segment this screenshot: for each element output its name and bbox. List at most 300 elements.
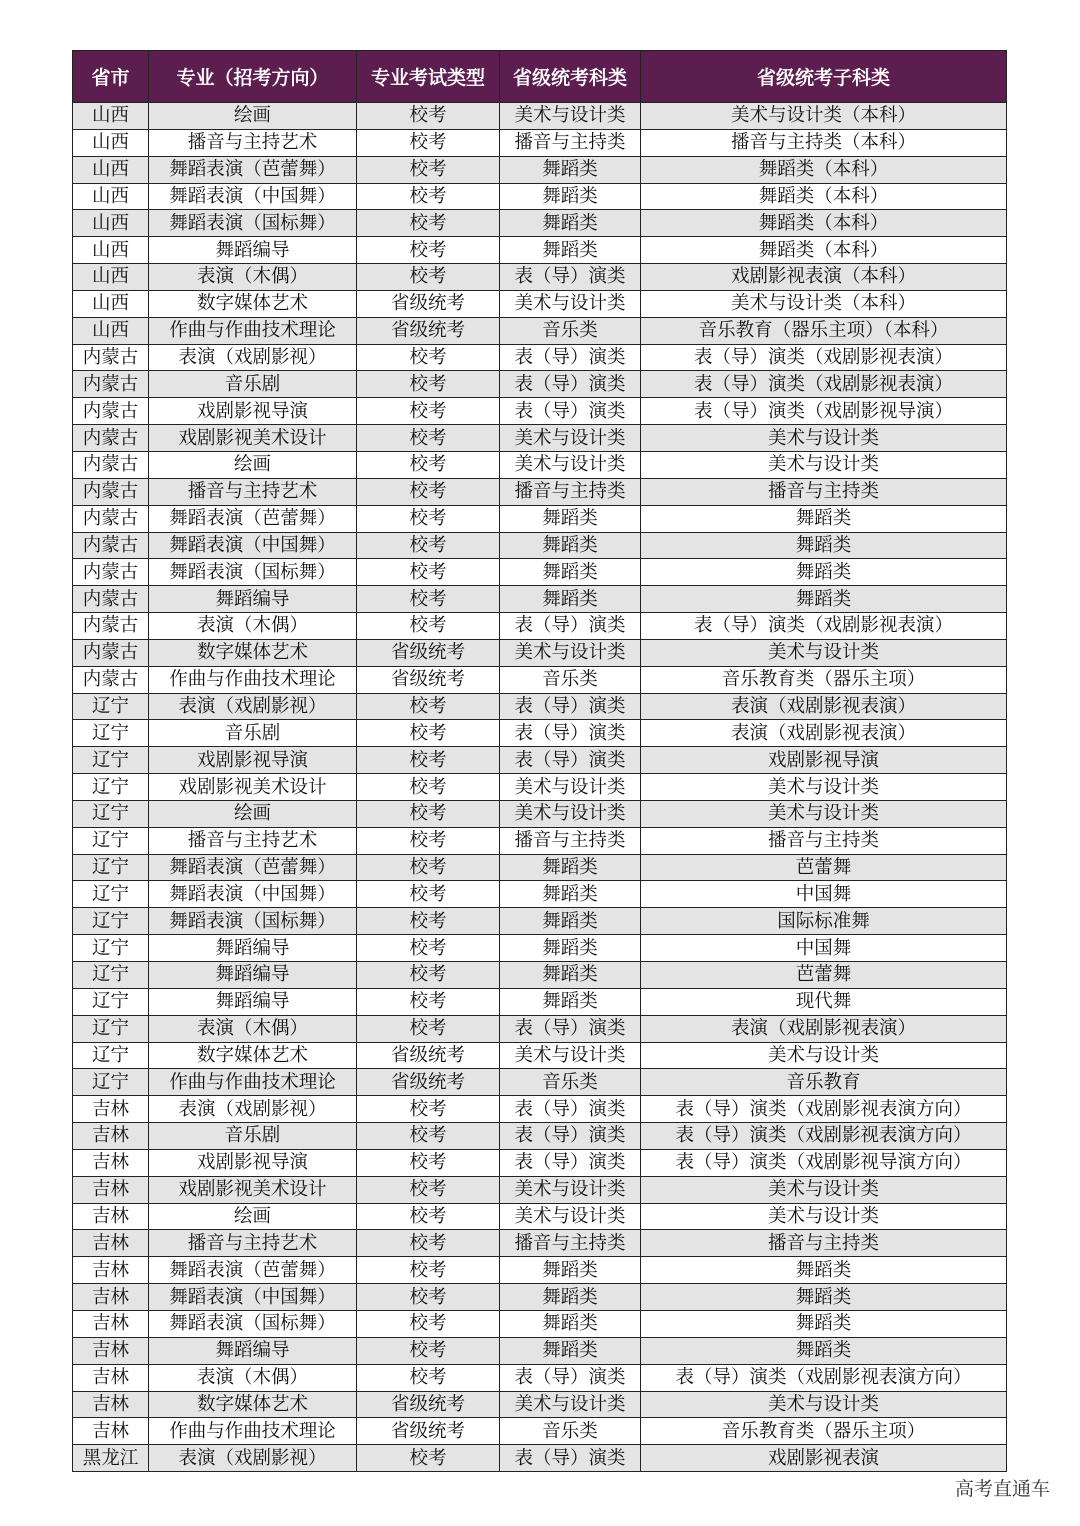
cell-provincial-subcategory: 音乐教育（器乐主项）（本科） [641, 317, 1007, 344]
cell-provincial-category: 舞蹈类 [500, 935, 641, 962]
cell-exam-type: 校考 [357, 1015, 500, 1042]
cell-province: 辽宁 [73, 908, 149, 935]
cell-exam-type: 省级统考 [357, 290, 500, 317]
cell-provincial-category: 舞蹈类 [500, 988, 641, 1015]
table-row [73, 505, 1007, 532]
cell-exam-type: 校考 [357, 344, 500, 371]
cell-exam-type: 校考 [357, 1176, 500, 1203]
cell-provincial-category: 表（导）演类 [500, 693, 641, 720]
cell-provincial-category: 表（导）演类 [500, 344, 641, 371]
table-row [73, 425, 1007, 452]
cell-exam-type: 校考 [357, 183, 500, 210]
cell-exam-type: 校考 [357, 774, 500, 801]
cell-provincial-subcategory: 戏剧影视表演（本科） [641, 264, 1007, 291]
cell-province: 辽宁 [73, 988, 149, 1015]
table-row [73, 613, 1007, 640]
table-row [73, 1176, 1007, 1203]
table-row [73, 908, 1007, 935]
cell-exam-type: 校考 [357, 1445, 500, 1472]
cell-exam-type: 校考 [357, 210, 500, 237]
table-row [73, 747, 1007, 774]
cell-province: 辽宁 [73, 720, 149, 747]
table-row [73, 1203, 1007, 1230]
cell-provincial-category: 美术与设计类 [500, 774, 641, 801]
cell-province: 山西 [73, 129, 149, 156]
cell-exam-type: 校考 [357, 1203, 500, 1230]
cell-province: 内蒙古 [73, 344, 149, 371]
cell-provincial-subcategory: 表演（戏剧影视表演） [641, 1015, 1007, 1042]
table-row [73, 1337, 1007, 1364]
table-row [73, 371, 1007, 398]
cell-province: 辽宁 [73, 962, 149, 989]
cell-exam-type: 省级统考 [357, 1042, 500, 1069]
cell-major: 播音与主持艺术 [149, 827, 357, 854]
cell-province: 辽宁 [73, 747, 149, 774]
cell-provincial-subcategory: 表（导）演类（戏剧影视导演） [641, 398, 1007, 425]
cell-provincial-subcategory: 美术与设计类 [641, 451, 1007, 478]
cell-province: 内蒙古 [73, 425, 149, 452]
table-row [73, 398, 1007, 425]
cell-exam-type: 校考 [357, 962, 500, 989]
cell-province: 辽宁 [73, 1069, 149, 1096]
cell-province: 辽宁 [73, 693, 149, 720]
cell-provincial-subcategory: 芭蕾舞 [641, 854, 1007, 881]
table-row [73, 1096, 1007, 1123]
cell-major: 作曲与作曲技术理论 [149, 1418, 357, 1445]
table-row [73, 774, 1007, 801]
cell-exam-type: 校考 [357, 1364, 500, 1391]
cell-provincial-subcategory: 中国舞 [641, 881, 1007, 908]
cell-provincial-category: 舞蹈类 [500, 532, 641, 559]
cell-exam-type: 校考 [357, 693, 500, 720]
cell-provincial-category: 舞蹈类 [500, 1337, 641, 1364]
cell-province: 吉林 [73, 1149, 149, 1176]
cell-provincial-subcategory: 美术与设计类 [641, 425, 1007, 452]
table-row [73, 1391, 1007, 1418]
cell-exam-type: 校考 [357, 398, 500, 425]
cell-province: 吉林 [73, 1337, 149, 1364]
cell-province: 辽宁 [73, 827, 149, 854]
cell-provincial-subcategory: 舞蹈类（本科） [641, 156, 1007, 183]
cell-province: 山西 [73, 290, 149, 317]
cell-province: 辽宁 [73, 1015, 149, 1042]
cell-provincial-category: 表（导）演类 [500, 1364, 641, 1391]
cell-exam-type: 校考 [357, 371, 500, 398]
cell-provincial-subcategory: 音乐教育类（器乐主项） [641, 1418, 1007, 1445]
cell-exam-type: 校考 [357, 451, 500, 478]
cell-provincial-category: 美术与设计类 [500, 639, 641, 666]
cell-province: 内蒙古 [73, 639, 149, 666]
cell-exam-type: 省级统考 [357, 1391, 500, 1418]
admissions-table [72, 50, 1007, 1472]
table-row [73, 1042, 1007, 1069]
cell-provincial-category: 表（导）演类 [500, 613, 641, 640]
cell-provincial-subcategory: 舞蹈类（本科） [641, 183, 1007, 210]
cell-exam-type: 校考 [357, 1123, 500, 1150]
cell-province: 内蒙古 [73, 505, 149, 532]
cell-provincial-category: 美术与设计类 [500, 800, 641, 827]
table-row [73, 935, 1007, 962]
cell-exam-type: 校考 [357, 1149, 500, 1176]
cell-provincial-category: 美术与设计类 [500, 425, 641, 452]
table-row [73, 1445, 1007, 1472]
cell-provincial-subcategory: 舞蹈类 [641, 559, 1007, 586]
cell-provincial-subcategory: 表（导）演类（戏剧影视表演） [641, 371, 1007, 398]
table-row [73, 344, 1007, 371]
table-row [73, 451, 1007, 478]
cell-province: 吉林 [73, 1123, 149, 1150]
cell-province: 山西 [73, 156, 149, 183]
cell-province: 山西 [73, 317, 149, 344]
table-row [73, 290, 1007, 317]
table-row [73, 1123, 1007, 1150]
cell-major: 绘画 [149, 800, 357, 827]
cell-provincial-category: 美术与设计类 [500, 451, 641, 478]
cell-provincial-category: 美术与设计类 [500, 103, 641, 130]
table-row [73, 210, 1007, 237]
table-row [73, 1364, 1007, 1391]
cell-province: 山西 [73, 210, 149, 237]
cell-major: 舞蹈表演（国标舞） [149, 908, 357, 935]
cell-province: 内蒙古 [73, 586, 149, 613]
cell-province: 辽宁 [73, 881, 149, 908]
cell-exam-type: 校考 [357, 720, 500, 747]
cell-provincial-category: 音乐类 [500, 317, 641, 344]
cell-provincial-category: 美术与设计类 [500, 290, 641, 317]
cell-provincial-category: 播音与主持类 [500, 129, 641, 156]
table-row [73, 129, 1007, 156]
cell-provincial-category: 舞蹈类 [500, 183, 641, 210]
cell-exam-type: 校考 [357, 478, 500, 505]
cell-provincial-category: 音乐类 [500, 1069, 641, 1096]
table-row [73, 666, 1007, 693]
cell-major: 数字媒体艺术 [149, 639, 357, 666]
cell-provincial-subcategory: 现代舞 [641, 988, 1007, 1015]
cell-provincial-subcategory: 表（导）演类（戏剧影视表演方向） [641, 1096, 1007, 1123]
cell-major: 绘画 [149, 451, 357, 478]
cell-provincial-category: 美术与设计类 [500, 1042, 641, 1069]
cell-major: 表演（戏剧影视） [149, 1445, 357, 1472]
cell-major: 舞蹈表演（国标舞） [149, 1310, 357, 1337]
cell-province: 辽宁 [73, 1042, 149, 1069]
cell-province: 内蒙古 [73, 371, 149, 398]
cell-province: 内蒙古 [73, 666, 149, 693]
cell-provincial-category: 舞蹈类 [500, 210, 641, 237]
cell-major: 舞蹈表演（国标舞） [149, 210, 357, 237]
table-row [73, 1149, 1007, 1176]
cell-province: 吉林 [73, 1364, 149, 1391]
cell-exam-type: 校考 [357, 881, 500, 908]
cell-exam-type: 校考 [357, 1257, 500, 1284]
cell-provincial-subcategory: 播音与主持类（本科） [641, 129, 1007, 156]
cell-provincial-category: 表（导）演类 [500, 1123, 641, 1150]
cell-provincial-category: 舞蹈类 [500, 1310, 641, 1337]
cell-exam-type: 校考 [357, 532, 500, 559]
cell-provincial-subcategory: 芭蕾舞 [641, 962, 1007, 989]
cell-major: 数字媒体艺术 [149, 290, 357, 317]
cell-exam-type: 校考 [357, 103, 500, 130]
cell-province: 吉林 [73, 1230, 149, 1257]
cell-major: 舞蹈表演（芭蕾舞） [149, 854, 357, 881]
table-row [73, 720, 1007, 747]
cell-provincial-category: 舞蹈类 [500, 505, 641, 532]
cell-major: 表演（木偶） [149, 1015, 357, 1042]
cell-exam-type: 省级统考 [357, 1418, 500, 1445]
cell-province: 山西 [73, 103, 149, 130]
table-row [73, 881, 1007, 908]
cell-exam-type: 校考 [357, 827, 500, 854]
table-row [73, 827, 1007, 854]
cell-major: 播音与主持艺术 [149, 478, 357, 505]
cell-provincial-subcategory: 美术与设计类 [641, 1203, 1007, 1230]
table-row [73, 962, 1007, 989]
cell-provincial-subcategory: 戏剧影视导演 [641, 747, 1007, 774]
cell-province: 吉林 [73, 1391, 149, 1418]
cell-province: 吉林 [73, 1176, 149, 1203]
cell-provincial-category: 播音与主持类 [500, 478, 641, 505]
cell-provincial-subcategory: 舞蹈类 [641, 505, 1007, 532]
cell-major: 戏剧影视导演 [149, 1149, 357, 1176]
cell-provincial-subcategory: 舞蹈类（本科） [641, 210, 1007, 237]
cell-provincial-category: 音乐类 [500, 1418, 641, 1445]
cell-exam-type: 校考 [357, 264, 500, 291]
cell-provincial-subcategory: 表演（戏剧影视表演） [641, 693, 1007, 720]
cell-major: 戏剧影视导演 [149, 747, 357, 774]
cell-provincial-subcategory: 舞蹈类 [641, 532, 1007, 559]
table-row [73, 156, 1007, 183]
table-row [73, 988, 1007, 1015]
cell-provincial-category: 美术与设计类 [500, 1391, 641, 1418]
cell-major: 播音与主持艺术 [149, 129, 357, 156]
cell-provincial-subcategory: 舞蹈类 [641, 1284, 1007, 1311]
cell-major: 音乐剧 [149, 720, 357, 747]
header-provincial-category: 省级统考科类 [500, 51, 641, 103]
cell-major: 舞蹈表演（中国舞） [149, 1284, 357, 1311]
cell-major: 表演（木偶） [149, 264, 357, 291]
table-row [73, 586, 1007, 613]
cell-exam-type: 省级统考 [357, 1069, 500, 1096]
cell-major: 播音与主持艺术 [149, 1230, 357, 1257]
cell-provincial-subcategory: 表（导）演类（戏剧影视表演） [641, 613, 1007, 640]
cell-provincial-subcategory: 音乐教育 [641, 1069, 1007, 1096]
cell-major: 作曲与作曲技术理论 [149, 317, 357, 344]
cell-exam-type: 校考 [357, 1096, 500, 1123]
cell-exam-type: 校考 [357, 800, 500, 827]
cell-province: 山西 [73, 183, 149, 210]
cell-major: 绘画 [149, 1203, 357, 1230]
cell-exam-type: 校考 [357, 425, 500, 452]
cell-province: 辽宁 [73, 935, 149, 962]
cell-provincial-category: 表（导）演类 [500, 720, 641, 747]
cell-major: 表演（戏剧影视） [149, 1096, 357, 1123]
cell-exam-type: 校考 [357, 129, 500, 156]
table-row [73, 237, 1007, 264]
cell-province: 吉林 [73, 1203, 149, 1230]
cell-exam-type: 校考 [357, 988, 500, 1015]
cell-province: 内蒙古 [73, 559, 149, 586]
cell-provincial-category: 美术与设计类 [500, 1176, 641, 1203]
cell-provincial-category: 美术与设计类 [500, 1203, 641, 1230]
cell-provincial-subcategory: 表演（戏剧影视表演） [641, 720, 1007, 747]
cell-provincial-category: 音乐类 [500, 666, 641, 693]
cell-provincial-category: 舞蹈类 [500, 156, 641, 183]
cell-provincial-subcategory: 舞蹈类 [641, 1257, 1007, 1284]
cell-province: 辽宁 [73, 800, 149, 827]
table-row [73, 264, 1007, 291]
cell-province: 内蒙古 [73, 451, 149, 478]
cell-major: 戏剧影视美术设计 [149, 425, 357, 452]
cell-exam-type: 校考 [357, 747, 500, 774]
cell-major: 作曲与作曲技术理论 [149, 666, 357, 693]
cell-major: 舞蹈表演（芭蕾舞） [149, 1257, 357, 1284]
header-exam-type: 专业考试类型 [357, 51, 500, 103]
table-row [73, 478, 1007, 505]
cell-provincial-category: 舞蹈类 [500, 962, 641, 989]
table-row [73, 1069, 1007, 1096]
cell-major: 数字媒体艺术 [149, 1391, 357, 1418]
cell-provincial-subcategory: 表（导）演类（戏剧影视表演方向） [641, 1123, 1007, 1150]
cell-exam-type: 校考 [357, 613, 500, 640]
cell-exam-type: 校考 [357, 1310, 500, 1337]
cell-provincial-subcategory: 播音与主持类 [641, 827, 1007, 854]
cell-exam-type: 校考 [357, 1230, 500, 1257]
cell-major: 舞蹈表演（中国舞） [149, 183, 357, 210]
cell-major: 舞蹈编导 [149, 935, 357, 962]
cell-exam-type: 校考 [357, 505, 500, 532]
cell-exam-type: 校考 [357, 237, 500, 264]
table-row [73, 1284, 1007, 1311]
cell-provincial-category: 播音与主持类 [500, 827, 641, 854]
cell-provincial-subcategory: 美术与设计类（本科） [641, 103, 1007, 130]
cell-province: 吉林 [73, 1257, 149, 1284]
table-row [73, 1418, 1007, 1445]
table-row [73, 559, 1007, 586]
cell-province: 内蒙古 [73, 398, 149, 425]
cell-province: 吉林 [73, 1418, 149, 1445]
cell-province: 吉林 [73, 1284, 149, 1311]
cell-major: 绘画 [149, 103, 357, 130]
cell-provincial-category: 舞蹈类 [500, 881, 641, 908]
cell-major: 戏剧影视导演 [149, 398, 357, 425]
cell-exam-type: 校考 [357, 156, 500, 183]
cell-exam-type: 省级统考 [357, 639, 500, 666]
cell-provincial-subcategory: 表（导）演类（戏剧影视表演） [641, 344, 1007, 371]
table-row [73, 1257, 1007, 1284]
cell-provincial-category: 舞蹈类 [500, 237, 641, 264]
cell-provincial-subcategory: 美术与设计类 [641, 1391, 1007, 1418]
cell-major: 舞蹈编导 [149, 988, 357, 1015]
cell-exam-type: 省级统考 [357, 666, 500, 693]
cell-provincial-category: 表（导）演类 [500, 1096, 641, 1123]
cell-provincial-subcategory: 舞蹈类（本科） [641, 237, 1007, 264]
table-row [73, 639, 1007, 666]
cell-province: 内蒙古 [73, 613, 149, 640]
table-row [73, 1230, 1007, 1257]
cell-provincial-subcategory: 播音与主持类 [641, 1230, 1007, 1257]
cell-provincial-category: 舞蹈类 [500, 854, 641, 881]
cell-provincial-subcategory: 美术与设计类 [641, 1176, 1007, 1203]
cell-major: 戏剧影视美术设计 [149, 1176, 357, 1203]
cell-provincial-subcategory: 美术与设计类 [641, 774, 1007, 801]
cell-exam-type: 校考 [357, 586, 500, 613]
table-header-row [73, 51, 1007, 103]
cell-major: 音乐剧 [149, 371, 357, 398]
cell-major: 舞蹈表演（中国舞） [149, 532, 357, 559]
cell-major: 舞蹈表演（芭蕾舞） [149, 156, 357, 183]
table-row [73, 1015, 1007, 1042]
table-row [73, 1310, 1007, 1337]
cell-major: 舞蹈编导 [149, 1337, 357, 1364]
cell-provincial-category: 舞蹈类 [500, 1257, 641, 1284]
cell-provincial-category: 表（导）演类 [500, 398, 641, 425]
cell-major: 舞蹈编导 [149, 237, 357, 264]
cell-provincial-category: 舞蹈类 [500, 1284, 641, 1311]
header-provincial-subcategory: 省级统考子科类 [641, 51, 1007, 103]
cell-province: 山西 [73, 237, 149, 264]
cell-provincial-category: 表（导）演类 [500, 747, 641, 774]
cell-major: 表演（戏剧影视） [149, 344, 357, 371]
cell-provincial-category: 播音与主持类 [500, 1230, 641, 1257]
cell-province: 内蒙古 [73, 532, 149, 559]
table-row [73, 317, 1007, 344]
cell-provincial-category: 舞蹈类 [500, 559, 641, 586]
cell-provincial-category: 表（导）演类 [500, 264, 641, 291]
cell-major: 表演（戏剧影视） [149, 693, 357, 720]
cell-provincial-subcategory: 美术与设计类 [641, 800, 1007, 827]
table-row [73, 103, 1007, 130]
cell-provincial-subcategory: 戏剧影视表演 [641, 1445, 1007, 1472]
cell-provincial-subcategory: 舞蹈类 [641, 1337, 1007, 1364]
cell-major: 作曲与作曲技术理论 [149, 1069, 357, 1096]
cell-major: 戏剧影视美术设计 [149, 774, 357, 801]
cell-major: 舞蹈表演（中国舞） [149, 881, 357, 908]
cell-provincial-subcategory: 表（导）演类（戏剧影视表演方向） [641, 1364, 1007, 1391]
cell-provincial-category: 舞蹈类 [500, 586, 641, 613]
cell-provincial-subcategory: 美术与设计类 [641, 639, 1007, 666]
header-major: 专业（招考方向） [149, 51, 357, 103]
table-row [73, 183, 1007, 210]
cell-provincial-subcategory: 表（导）演类（戏剧影视导演方向） [641, 1149, 1007, 1176]
cell-major: 舞蹈表演（国标舞） [149, 559, 357, 586]
table-row [73, 800, 1007, 827]
watermark: 高考直通车 [954, 1478, 1050, 1500]
header-province: 省市 [73, 51, 149, 103]
cell-major: 舞蹈编导 [149, 586, 357, 613]
cell-province: 辽宁 [73, 854, 149, 881]
cell-provincial-subcategory: 音乐教育类（器乐主项） [641, 666, 1007, 693]
cell-provincial-category: 表（导）演类 [500, 1149, 641, 1176]
cell-major: 舞蹈编导 [149, 962, 357, 989]
cell-provincial-subcategory: 国际标准舞 [641, 908, 1007, 935]
cell-major: 表演（木偶） [149, 1364, 357, 1391]
cell-exam-type: 省级统考 [357, 317, 500, 344]
cell-exam-type: 校考 [357, 935, 500, 962]
cell-province: 辽宁 [73, 774, 149, 801]
cell-provincial-subcategory: 播音与主持类 [641, 478, 1007, 505]
cell-province: 黑龙江 [73, 1445, 149, 1472]
cell-provincial-subcategory: 美术与设计类（本科） [641, 290, 1007, 317]
cell-provincial-category: 表（导）演类 [500, 1445, 641, 1472]
table-row [73, 532, 1007, 559]
cell-major: 表演（木偶） [149, 613, 357, 640]
cell-provincial-category: 表（导）演类 [500, 1015, 641, 1042]
cell-major: 数字媒体艺术 [149, 1042, 357, 1069]
cell-provincial-category: 舞蹈类 [500, 908, 641, 935]
cell-exam-type: 校考 [357, 1337, 500, 1364]
cell-province: 山西 [73, 264, 149, 291]
cell-province: 吉林 [73, 1096, 149, 1123]
cell-provincial-category: 表（导）演类 [500, 371, 641, 398]
